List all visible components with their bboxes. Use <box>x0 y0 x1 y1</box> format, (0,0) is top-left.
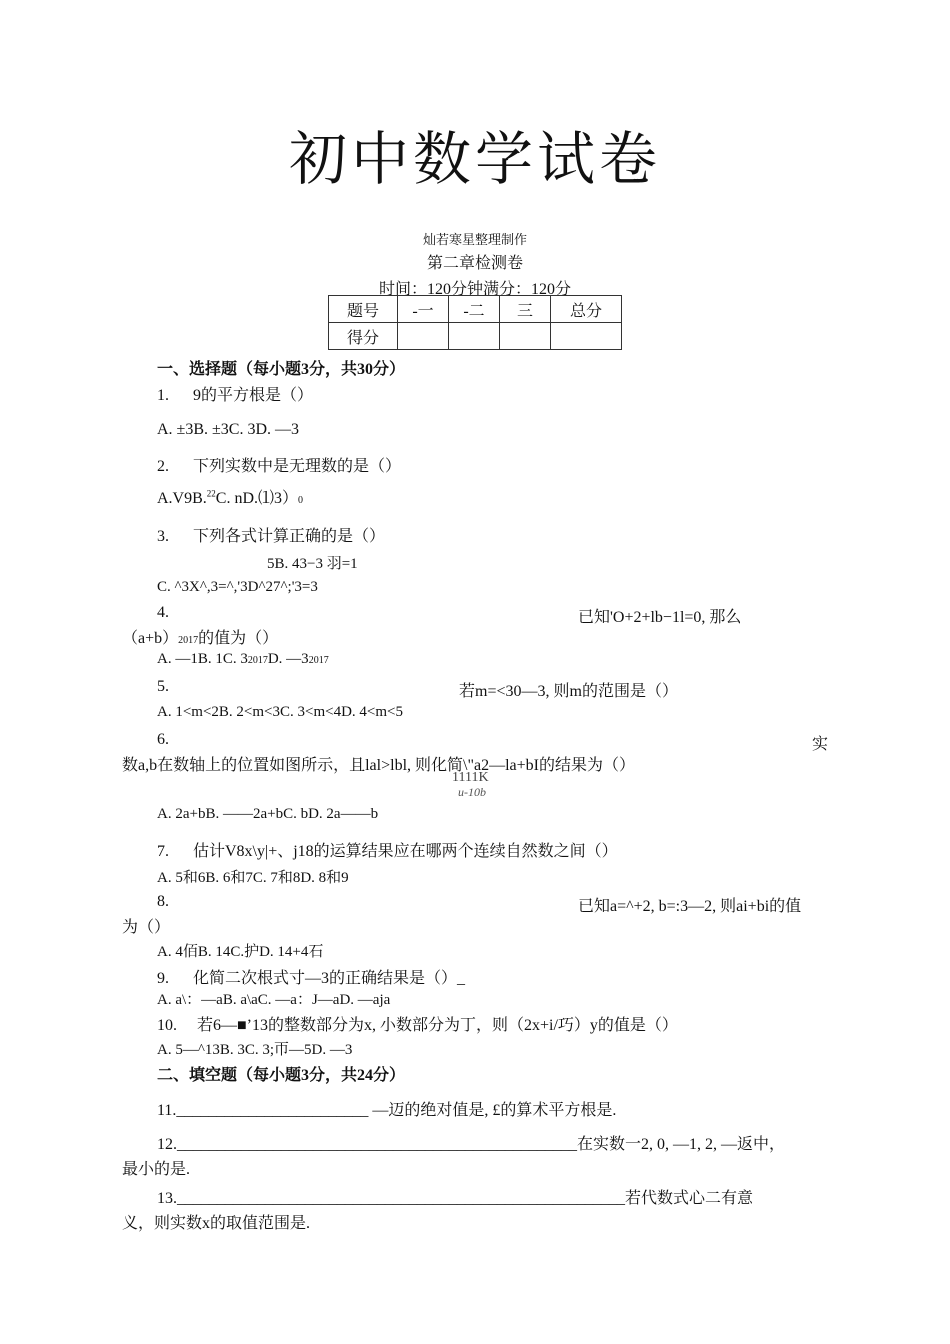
question-6-line2: 数a,b在数轴上的位置如图所示，且lal>lbl, 则化简\"a2—la+bI的结果为（） <box>122 757 635 774</box>
author-line: 灿若寒星整理制作 <box>422 232 527 247</box>
question-7: 7. 估计V8x\y|+、j18的运算结果应在哪两个连续自然数之间（） <box>157 843 618 860</box>
page-title: 初中数学试卷 <box>288 125 661 193</box>
question-9-options: A. a\：—aB. a\aC. —a：J—aD. —aja <box>157 992 391 1008</box>
score-row-label: 得分 <box>329 323 398 350</box>
question-4-line2: （a+b）2017的值为（） <box>122 630 279 647</box>
section-fill-heading: 二、填空题（每小题3分，共24分） <box>157 1067 406 1084</box>
score-cell <box>398 323 449 350</box>
number-line-figure: 1111K <box>452 770 489 785</box>
question-4-number: 4. <box>157 604 169 621</box>
question-8-options: A. 4佰B. 14C.护D. 14+4石 <box>157 944 324 960</box>
question-7-options: A. 5和6B. 6和7C. 7和8D. 8和9 <box>157 870 349 886</box>
time-info: 时间：120分钟满分：120分 <box>378 281 571 298</box>
question-13: 13.________________________________________________________若代数式心二有意 <box>157 1190 754 1207</box>
score-cell <box>551 323 622 350</box>
question-4-text: 已知'O+2+lb−1l=0, 那么 <box>578 609 742 626</box>
score-header-cell: 三 <box>500 296 551 323</box>
question-6-text: 实 <box>812 736 829 753</box>
question-11: 11.________________________ —迈的绝对值是, £的算术平方根是. <box>157 1102 617 1119</box>
question-5-number: 5. <box>157 678 169 695</box>
question-2-options: A.V9B.$^{22}$C. nD.⑴3）0 <box>157 488 304 507</box>
question-5-options: A. 1<m<2B. 2<m<3C. 3<m<4D. 4<m<5 <box>157 704 404 720</box>
chapter-title: 第二章检测卷 <box>426 255 523 272</box>
question-10-options: A. 5—^13B. 3C. 3;帀—5D. —3 <box>157 1042 353 1058</box>
question-5-text: 若m=<30—3, 则m的范围是（） <box>459 683 678 700</box>
score-table <box>328 295 622 350</box>
question-9: 9. 化简二次根式寸—3的正确结果是（）_ <box>157 970 466 987</box>
question-13-line2: 义，则实数x的取值范围是. <box>122 1215 311 1232</box>
question-1: 1. 9的平方根是（） <box>157 387 314 404</box>
question-6-options: A. 2a+bB. ——2a+bC. bD. 2a——b <box>157 806 379 822</box>
score-header-cell: 题号 <box>329 296 398 323</box>
question-4-options: A. —1B. 1C. 32017D. —32017 <box>157 651 329 667</box>
score-header-cell: 总分 <box>551 296 622 323</box>
question-2: 2. 下列实数中是无理数的是（） <box>157 458 402 475</box>
question-3-line: 5B. 43−3 羽=1 <box>267 556 358 572</box>
question-12: 12.__________________________________________________在实数一2, 0, —1, 2, —返中， <box>157 1136 786 1153</box>
question-8-text: 已知a=^+2, b=:3—2, 则ai+bi的值 <box>578 898 802 915</box>
score-cell <box>449 323 500 350</box>
number-line-labels: u-10b <box>458 785 486 799</box>
section-choice-heading: 一、选择题（每小题3分，共30分） <box>157 361 406 378</box>
question-8-number: 8. <box>157 893 169 910</box>
question-1-options: A. ±3B. ±3C. 3D. —3 <box>157 421 300 438</box>
score-header-cell: -一 <box>398 296 449 323</box>
score-cell <box>500 323 551 350</box>
question-6-number: 6. <box>157 731 169 748</box>
score-header-cell: -二 <box>449 296 500 323</box>
question-3: 3. 下列各式计算正确的是（） <box>157 528 386 545</box>
question-12-line2: 最小的是. <box>122 1161 191 1178</box>
question-3-options: C. ^3X^,3=^,'3D^27^;'3=3 <box>157 579 318 595</box>
question-8-line2: 为（） <box>122 919 171 936</box>
question-10: 10. 若6—■’13的整数部分为x, 小数部分为丁，则（2x+i/巧）y的值是（） <box>157 1017 678 1034</box>
